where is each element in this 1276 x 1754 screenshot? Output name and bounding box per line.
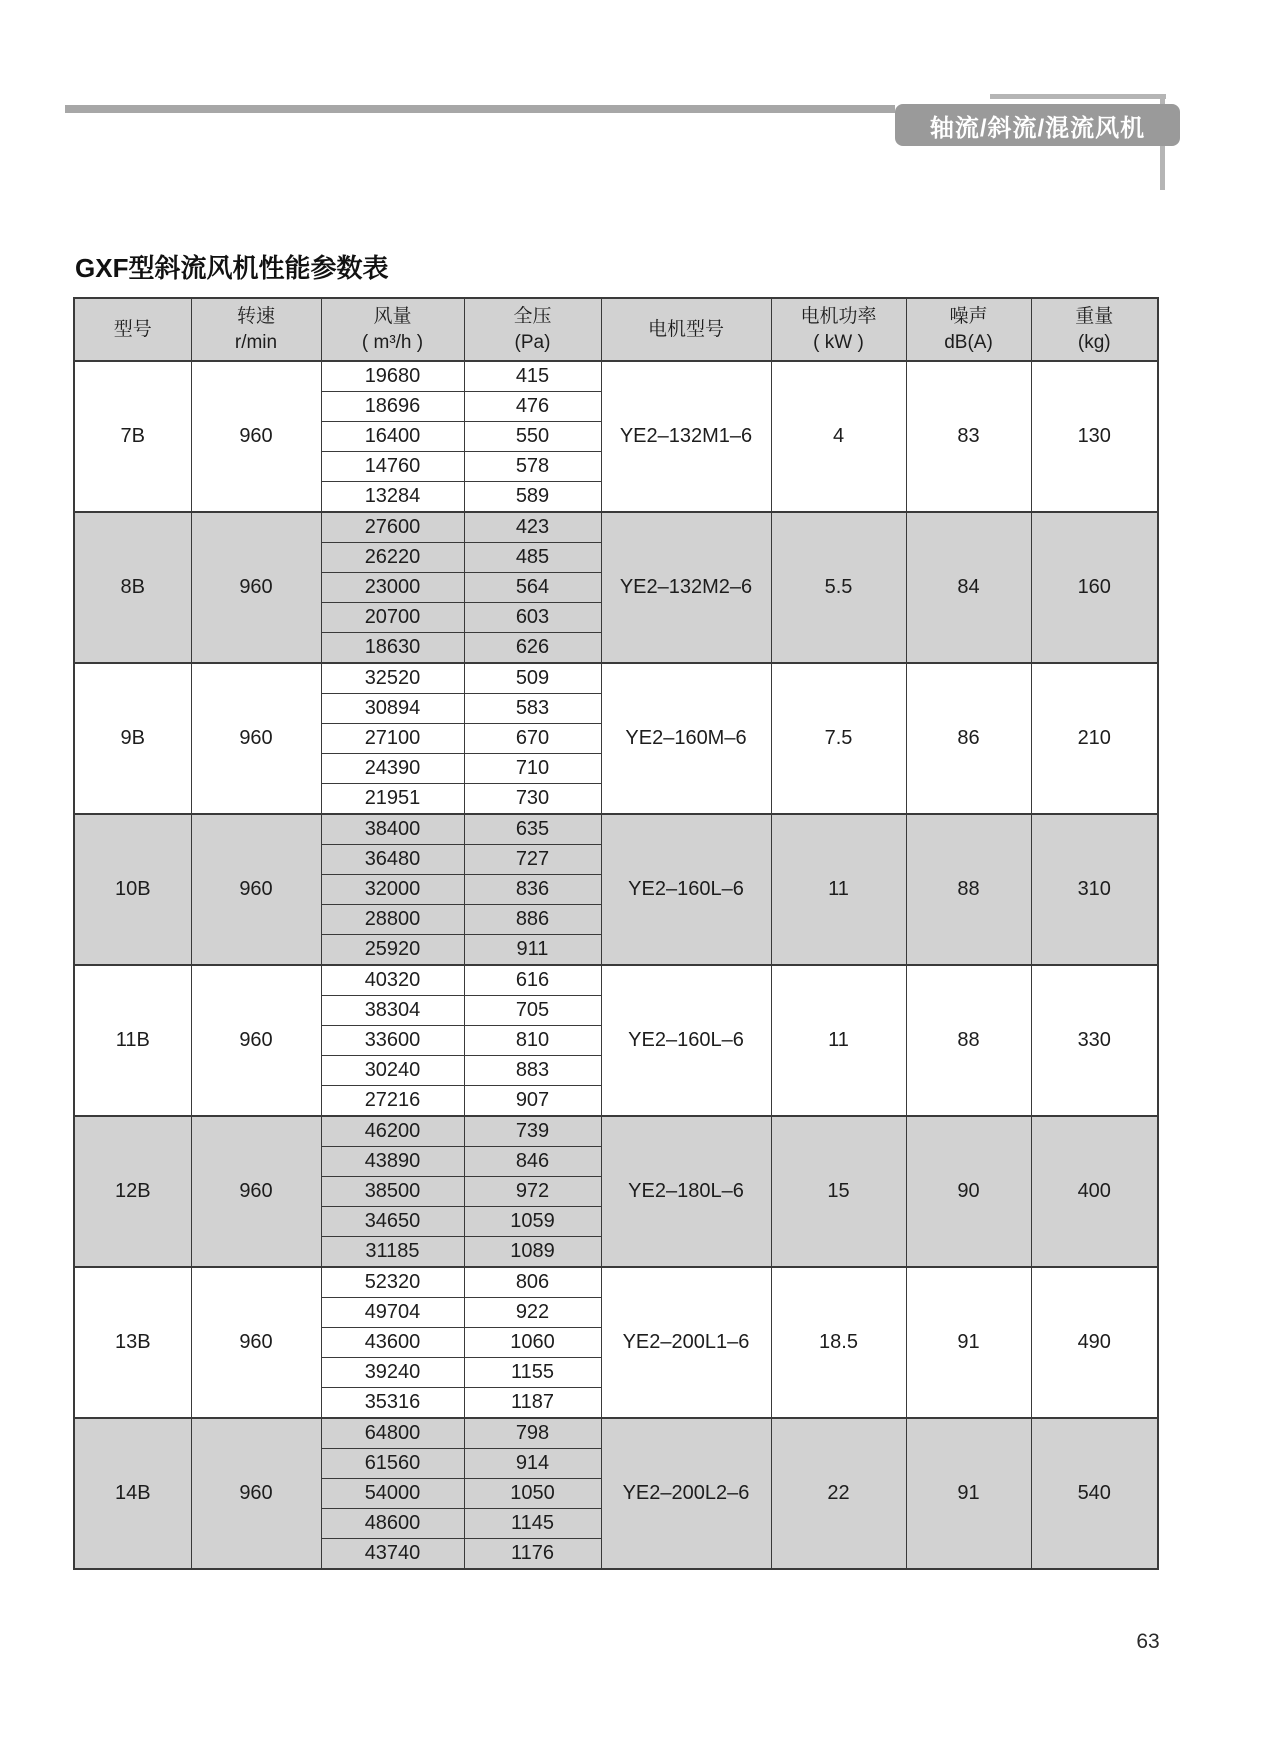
pressure-cell: 616 [464, 965, 601, 996]
col-header-label: 重量 [1075, 305, 1114, 327]
pressure-cell: 922 [464, 1298, 601, 1328]
page-title: GXF型斜流风机性能参数表 [75, 253, 389, 283]
pressure-cell: 564 [464, 573, 601, 603]
page-number: 63 [1136, 1630, 1160, 1653]
flow-cell: 20700 [321, 603, 464, 633]
pressure-cell: 415 [464, 361, 601, 392]
pressure-cell: 798 [464, 1418, 601, 1449]
pressure-cell: 836 [464, 875, 601, 905]
flow-cell: 25920 [321, 935, 464, 966]
pressure-cell: 1155 [464, 1358, 601, 1388]
col-header-unit: r/min [234, 331, 278, 353]
weight-cell: 130 [1031, 361, 1158, 512]
pressure-cell: 710 [464, 754, 601, 784]
flow-cell: 28800 [321, 905, 464, 935]
motor-cell: YE2–200L1–6 [601, 1267, 771, 1418]
noise-cell: 91 [906, 1267, 1031, 1418]
pressure-cell: 589 [464, 482, 601, 513]
model-cell: 7B [74, 361, 191, 512]
noise-cell: 91 [906, 1418, 1031, 1569]
table-row [74, 965, 1158, 996]
table-row [74, 361, 1158, 392]
table-row [74, 663, 1158, 694]
pressure-cell: 626 [464, 633, 601, 664]
flow-cell: 23000 [321, 573, 464, 603]
speed-cell: 960 [191, 1116, 321, 1267]
power-cell: 11 [771, 965, 906, 1116]
weight-cell: 540 [1031, 1418, 1158, 1569]
flow-cell: 38304 [321, 996, 464, 1026]
pressure-cell: 806 [464, 1267, 601, 1298]
speed-cell: 960 [191, 663, 321, 814]
pressure-cell: 907 [464, 1086, 601, 1117]
power-cell: 22 [771, 1418, 906, 1569]
motor-cell: YE2–132M2–6 [601, 512, 771, 663]
table-row [74, 1418, 1158, 1449]
weight-cell: 330 [1031, 965, 1158, 1116]
flow-cell: 43600 [321, 1328, 464, 1358]
col-header-speed [191, 298, 321, 361]
flow-cell: 48600 [321, 1509, 464, 1539]
pressure-cell: 705 [464, 996, 601, 1026]
model-cell: 13B [74, 1267, 191, 1418]
pressure-cell: 476 [464, 392, 601, 422]
flow-cell: 39240 [321, 1358, 464, 1388]
col-header-label: 型号 [113, 318, 152, 340]
col-header-noise [906, 298, 1031, 361]
speed-cell: 960 [191, 512, 321, 663]
col-header-unit: ( m³/h ) [361, 331, 424, 353]
pressure-cell: 883 [464, 1056, 601, 1086]
flow-cell: 33600 [321, 1026, 464, 1056]
performance-table-wrapper [73, 297, 1159, 1570]
flow-cell: 43740 [321, 1539, 464, 1570]
pressure-cell: 583 [464, 694, 601, 724]
table-header [74, 298, 1158, 361]
col-header-label: 电机型号 [647, 318, 724, 340]
flow-cell: 43890 [321, 1147, 464, 1177]
flow-cell: 61560 [321, 1449, 464, 1479]
pressure-cell: 509 [464, 663, 601, 694]
pressure-cell: 914 [464, 1449, 601, 1479]
noise-cell: 88 [906, 814, 1031, 965]
flow-cell: 27216 [321, 1086, 464, 1117]
pressure-cell: 423 [464, 512, 601, 543]
flow-cell: 32520 [321, 663, 464, 694]
pressure-cell: 846 [464, 1147, 601, 1177]
pressure-cell: 1059 [464, 1207, 601, 1237]
pressure-cell: 1187 [464, 1388, 601, 1419]
flow-cell: 34650 [321, 1207, 464, 1237]
pressure-cell: 886 [464, 905, 601, 935]
model-cell: 9B [74, 663, 191, 814]
flow-cell: 52320 [321, 1267, 464, 1298]
pressure-cell: 635 [464, 814, 601, 845]
flow-cell: 24390 [321, 754, 464, 784]
weight-cell: 160 [1031, 512, 1158, 663]
pressure-cell: 550 [464, 422, 601, 452]
col-header-label: 电机功率 [800, 305, 877, 327]
flow-cell: 32000 [321, 875, 464, 905]
col-header-unit: (Pa) [514, 331, 551, 353]
motor-cell: YE2–160L–6 [601, 814, 771, 965]
weight-cell: 310 [1031, 814, 1158, 965]
model-cell: 14B [74, 1418, 191, 1569]
pressure-cell: 1176 [464, 1539, 601, 1570]
noise-cell: 88 [906, 965, 1031, 1116]
model-cell: 8B [74, 512, 191, 663]
corner-bracket-horizontal-line [990, 94, 1166, 99]
flow-cell: 21951 [321, 784, 464, 815]
flow-cell: 49704 [321, 1298, 464, 1328]
table-row [74, 512, 1158, 543]
pressure-cell: 578 [464, 452, 601, 482]
col-header-model [74, 298, 191, 361]
flow-cell: 35316 [321, 1388, 464, 1419]
flow-cell: 38500 [321, 1177, 464, 1207]
power-cell: 15 [771, 1116, 906, 1267]
flow-cell: 13284 [321, 482, 464, 513]
performance-table [73, 297, 1159, 1570]
pressure-cell: 911 [464, 935, 601, 966]
col-header-label: 全压 [513, 305, 552, 327]
motor-cell: YE2–180L–6 [601, 1116, 771, 1267]
pressure-cell: 485 [464, 543, 601, 573]
model-cell: 11B [74, 965, 191, 1116]
pressure-cell: 972 [464, 1177, 601, 1207]
pressure-cell: 1050 [464, 1479, 601, 1509]
flow-cell: 26220 [321, 543, 464, 573]
flow-cell: 18630 [321, 633, 464, 664]
table-header-row [74, 298, 1158, 361]
flow-cell: 38400 [321, 814, 464, 845]
flow-cell: 27100 [321, 724, 464, 754]
flow-cell: 31185 [321, 1237, 464, 1268]
col-header-weight [1031, 298, 1158, 361]
flow-cell: 64800 [321, 1418, 464, 1449]
power-cell: 5.5 [771, 512, 906, 663]
speed-cell: 960 [191, 361, 321, 512]
flow-cell: 19680 [321, 361, 464, 392]
flow-cell: 30894 [321, 694, 464, 724]
col-header-motor-power [771, 298, 906, 361]
flow-cell: 46200 [321, 1116, 464, 1147]
table-row [74, 1267, 1158, 1298]
section-badge [895, 104, 1180, 146]
motor-cell: YE2–132M1–6 [601, 361, 771, 512]
section-badge-label: 轴流/斜流/混流风机 [929, 114, 1146, 142]
noise-cell: 90 [906, 1116, 1031, 1267]
noise-cell: 83 [906, 361, 1031, 512]
pressure-cell: 1145 [464, 1509, 601, 1539]
header-rule-bar [65, 105, 895, 113]
power-cell: 4 [771, 361, 906, 512]
col-header-label: 噪声 [949, 305, 988, 327]
weight-cell: 400 [1031, 1116, 1158, 1267]
pressure-cell: 670 [464, 724, 601, 754]
col-header-label: 转速 [236, 305, 275, 327]
model-cell: 10B [74, 814, 191, 965]
col-header-label: 风量 [373, 305, 412, 327]
power-cell: 11 [771, 814, 906, 965]
flow-cell: 30240 [321, 1056, 464, 1086]
table-body [74, 361, 1158, 1569]
flow-cell: 54000 [321, 1479, 464, 1509]
col-header-unit: ( kW ) [813, 331, 864, 353]
col-header-airflow [321, 298, 464, 361]
power-cell: 7.5 [771, 663, 906, 814]
pressure-cell: 739 [464, 1116, 601, 1147]
weight-cell: 490 [1031, 1267, 1158, 1418]
power-cell: 18.5 [771, 1267, 906, 1418]
model-cell: 12B [74, 1116, 191, 1267]
speed-cell: 960 [191, 814, 321, 965]
table-row [74, 1116, 1158, 1147]
col-header-unit: (kg) [1077, 331, 1111, 353]
col-header-motor-model [601, 298, 771, 361]
table-row [74, 814, 1158, 845]
noise-cell: 86 [906, 663, 1031, 814]
motor-cell: YE2–160M–6 [601, 663, 771, 814]
col-header-pressure [464, 298, 601, 361]
motor-cell: YE2–160L–6 [601, 965, 771, 1116]
motor-cell: YE2–200L2–6 [601, 1418, 771, 1569]
pressure-cell: 730 [464, 784, 601, 815]
col-header-unit: dB(A) [944, 331, 993, 353]
speed-cell: 960 [191, 965, 321, 1116]
flow-cell: 18696 [321, 392, 464, 422]
flow-cell: 16400 [321, 422, 464, 452]
flow-cell: 27600 [321, 512, 464, 543]
flow-cell: 14760 [321, 452, 464, 482]
pressure-cell: 727 [464, 845, 601, 875]
pressure-cell: 603 [464, 603, 601, 633]
speed-cell: 960 [191, 1267, 321, 1418]
flow-cell: 36480 [321, 845, 464, 875]
flow-cell: 40320 [321, 965, 464, 996]
speed-cell: 960 [191, 1418, 321, 1569]
pressure-cell: 810 [464, 1026, 601, 1056]
pressure-cell: 1089 [464, 1237, 601, 1268]
weight-cell: 210 [1031, 663, 1158, 814]
noise-cell: 84 [906, 512, 1031, 663]
pressure-cell: 1060 [464, 1328, 601, 1358]
